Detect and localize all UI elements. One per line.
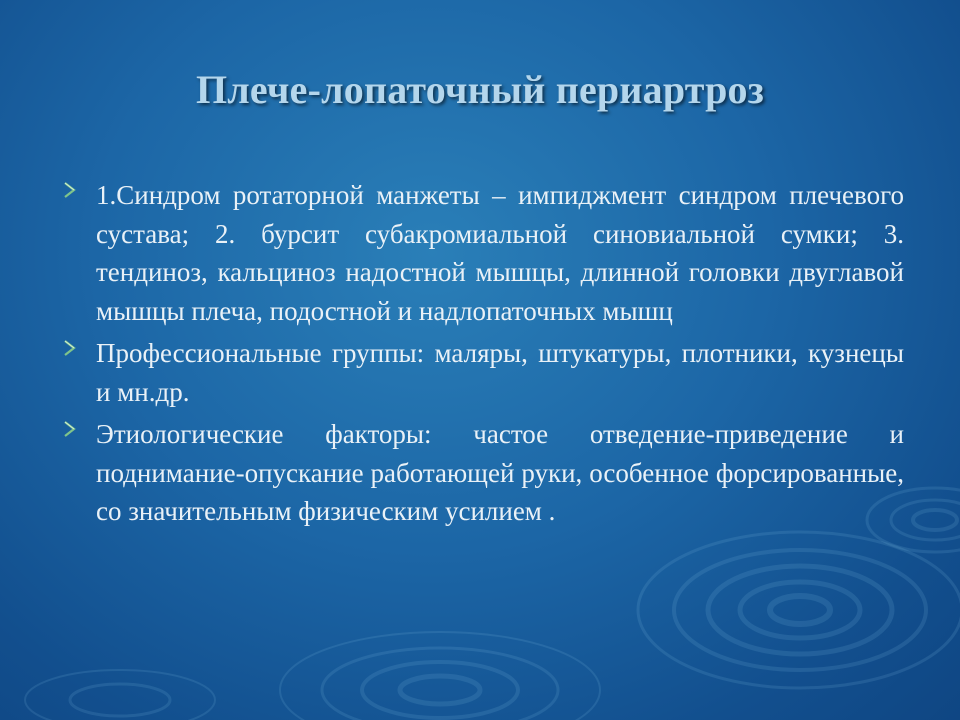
chevron-right-icon — [62, 180, 78, 200]
bullet-text: 1.Синдром ротаторной манжеты – импиджмент синдром плечевого сустава; 2. бурсит субакромиальной синовиальной сумки; 3. тендиноз, кальциноз надостной мышцы, длинной головки двуглавой мышцы плеча, подостной и надлопаточных мышц — [96, 180, 904, 326]
bullet-item-syndromes — [62, 176, 904, 330]
slide-title: Плече-лопаточный периартроз — [195, 67, 765, 112]
chevron-right-icon — [62, 419, 78, 439]
chevron-right-icon — [62, 338, 78, 358]
bullet-text: Профессиональные группы: маляры, штукатуры, плотники, кузнецы и мн.др. — [96, 338, 904, 407]
bullet-text: Этиологические факторы: частое отведение-приведение и поднимание-опускание работающей руки, особенное форсированные, со значительным физическим усилием . — [96, 419, 904, 526]
bullet-item-etiology — [62, 415, 904, 531]
bullet-list — [62, 176, 904, 535]
bullet-item-professional-groups — [62, 334, 904, 411]
